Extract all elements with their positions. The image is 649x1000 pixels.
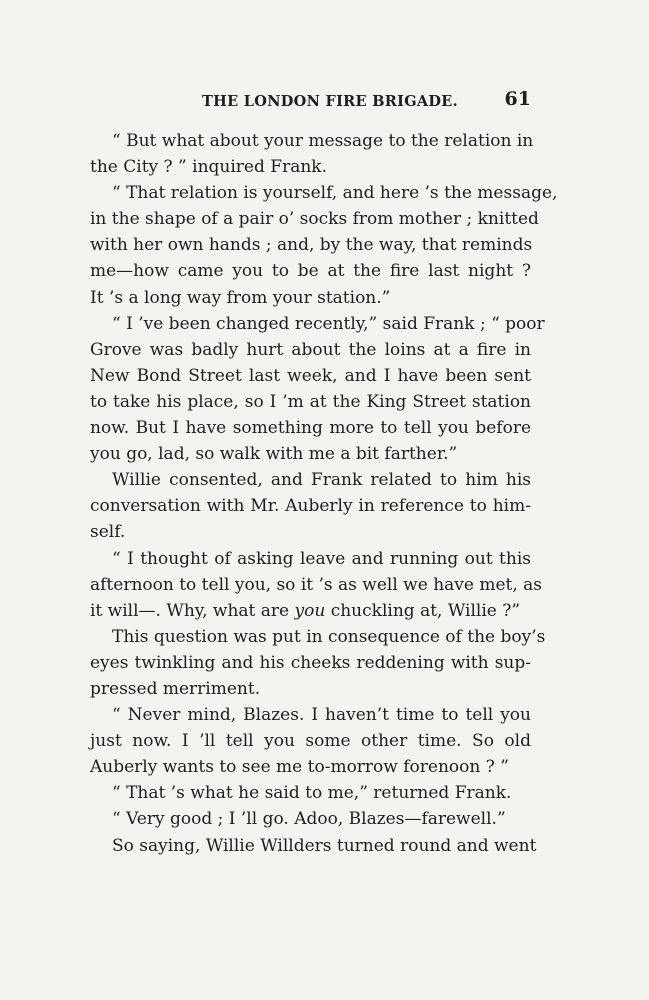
text-line: now. But I have something more to tell you before: [90, 418, 531, 439]
text-line: This question was put in consequence of the boy’s: [112, 626, 546, 647]
text-line: “ Never mind, Blazes. I haven’t time to tell you: [112, 705, 531, 726]
text-line: Willie consented, and Frank related to him his: [112, 470, 531, 491]
page-header: [90, 88, 531, 118]
text-segment: chuckling at, Willie ?”: [325, 600, 521, 621]
text-line: Grove was badly hurt about the loins at a fire in: [90, 339, 531, 360]
text-line: “ That relation is yourself, and here ’s the message,: [112, 183, 558, 204]
text-line: to take his place, so I ’m at the King Street station: [90, 391, 531, 412]
text-line-with-emphasis: [90, 598, 531, 624]
body-text: [90, 128, 558, 859]
running-head: THE LONDON FIRE BRIGADE.: [202, 93, 459, 110]
emphasized-word: you: [294, 600, 326, 621]
text-line: just now. I ’ll tell you some other time. So old: [90, 731, 531, 752]
text-line: “ Very good ; I ’ll go. Adoo, Blazes—farewell.”: [112, 809, 506, 830]
text-line: “ I thought of asking leave and running out this: [112, 548, 531, 569]
text-line: Auberly wants to see me to-morrow forenoon ? ”: [90, 757, 509, 778]
text-line: afternoon to tell you, so it ’s as well we have met, as: [90, 574, 543, 595]
text-line: conversation with Mr. Auberly in reference to him-: [90, 496, 531, 517]
text-line: pressed merriment.: [90, 678, 261, 699]
text-segment: it will—. Why, what are: [90, 600, 295, 621]
text-line: the City ? ” inquired Frank.: [90, 157, 327, 178]
text-line: eyes twinkling and his cheeks reddening with sup-: [90, 652, 531, 673]
page-number: 61: [504, 88, 531, 110]
text-line: So saying, Willie Willders turned round and went: [112, 835, 537, 856]
text-line: It ’s a long way from your station.”: [90, 287, 391, 308]
text-line: self.: [90, 522, 126, 543]
text-line: with her own hands ; and, by the way, that reminds: [90, 235, 533, 256]
text-line: “ That ’s what he said to me,” returned Frank.: [112, 783, 512, 804]
text-line: “ But what about your message to the relation in: [112, 131, 534, 151]
text-line: New Bond Street last week, and I have been sent: [90, 365, 531, 386]
text-line: in the shape of a pair o’ socks from mother ; knitted: [90, 209, 539, 230]
text-line: you go, lad, so walk with me a bit farther.”: [90, 444, 458, 465]
text-line: “ I ’ve been changed recently,” said Frank ; “ poor: [112, 313, 545, 334]
text-line: me—how came you to be at the fire last night ?: [90, 261, 531, 282]
